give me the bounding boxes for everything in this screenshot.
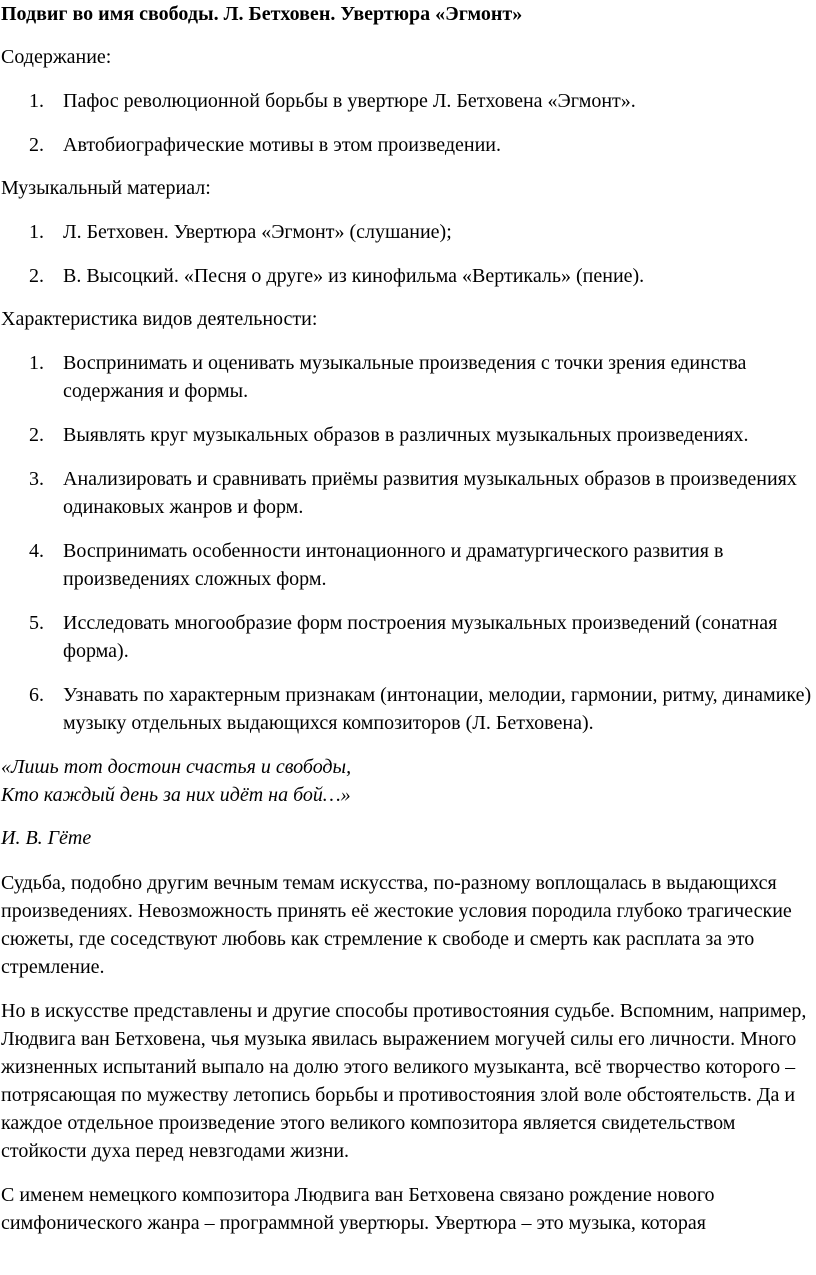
list-item xyxy=(1,537,813,593)
list-number: 2. xyxy=(29,424,44,446)
contents-list xyxy=(1,87,813,159)
list-number: 3. xyxy=(29,468,44,490)
list-item xyxy=(1,609,813,665)
list-item xyxy=(1,465,813,521)
material-list xyxy=(1,218,813,290)
list-text: Узнавать по характерным признакам (интонации, мелодии, гармонии, ритму, динамике) музыку отдельных выдающихся композиторов (Л. Бетховена). xyxy=(63,684,812,734)
activity-list xyxy=(1,349,813,737)
list-item xyxy=(1,131,813,159)
material-heading: Музыкальный материал: xyxy=(1,177,211,199)
body-paragraph: Судьба, подобно другим вечным темам искусства, по-разному воплощалась в выдающихся произведениях. Невозможность принять её жестокие условия породила глубоко трагические сюжеты, где соседствуют любовь как стремление к свободе и смерть как расплата за это стремление. xyxy=(1,872,792,978)
epigraph-author: И. В. Гёте xyxy=(1,827,92,849)
list-text: Пафос революционной борьбы в увертюре Л. Бетховена «Эгмонт». xyxy=(63,90,636,112)
list-item xyxy=(1,87,813,115)
list-item xyxy=(1,262,813,290)
list-number: 1. xyxy=(29,221,44,243)
list-item xyxy=(1,218,813,246)
list-text: В. Высоцкий. «Песня о друге» из кинофильма «Вертикаль» (пение). xyxy=(63,265,645,287)
activity-heading: Характеристика видов деятельности: xyxy=(1,308,318,330)
list-text: Воспринимать особенности интонационного и драматургического развития в произведениях сложных форм. xyxy=(63,540,724,590)
body-paragraph: С именем немецкого композитора Людвига ван Бетховена связано рождение нового симфонического жанра – программной увертюры. Увертюра – это музыка, которая xyxy=(1,1184,715,1234)
list-text: Автобиографические мотивы в этом произведении. xyxy=(63,134,501,156)
body-paragraph: Но в искусстве представлены и другие способы противостояния судьбе. Вспомним, например, Людвига ван Бетховена, чья музыка явилась выражением могучей силы его личности. Много жизненных испытаний выпало на долю этого великого музыканта, всё творчество которого – потрясающая по мужеству летопись борьбы и противостояния злой воле обстоятельств. Да и каждое отдельное произведение этого великого композитора является свидетельством стойкости духа перед невзгодами жизни. xyxy=(1,1000,807,1162)
list-text: Исследовать многообразие форм построения музыкальных произведений (сонатная форма). xyxy=(63,612,778,662)
list-text: Воспринимать и оценивать музыкальные произведения с точки зрения единства содержания и формы. xyxy=(63,352,747,402)
list-number: 6. xyxy=(29,684,44,706)
list-number: 5. xyxy=(29,612,44,634)
contents-heading: Содержание: xyxy=(1,46,112,68)
list-number: 1. xyxy=(29,352,44,374)
list-number: 2. xyxy=(29,134,44,156)
list-text: Анализировать и сравнивать приёмы развития музыкальных образов в произведениях одинаковых жанров и форм. xyxy=(63,468,797,518)
document-title: Подвиг во имя свободы. Л. Бетховен. Увертюра «Эгмонт» xyxy=(1,3,523,25)
list-number: 1. xyxy=(29,90,44,112)
list-number: 4. xyxy=(29,540,44,562)
list-text: Выявлять круг музыкальных образов в различных музыкальных произведениях. xyxy=(63,424,749,446)
list-item xyxy=(1,349,813,405)
list-text: Л. Бетховен. Увертюра «Эгмонт» (слушание); xyxy=(63,221,452,243)
list-number: 2. xyxy=(29,265,44,287)
epigraph xyxy=(1,753,813,809)
list-item xyxy=(1,421,813,449)
epigraph-line: «Лишь тот достоин счастья и свободы, xyxy=(1,756,352,778)
list-item xyxy=(1,681,813,737)
epigraph-line: Кто каждый день за них идёт на бой…» xyxy=(1,784,351,806)
